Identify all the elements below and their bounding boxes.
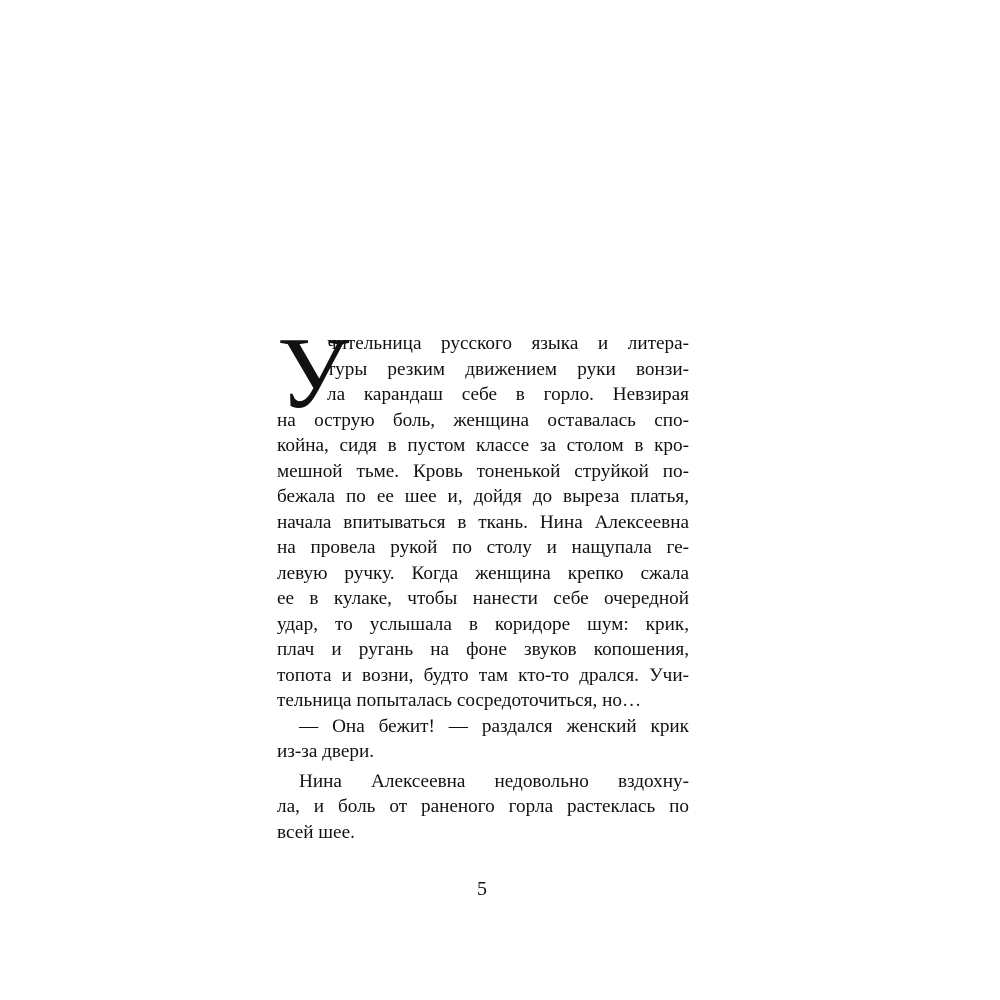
page-number: 5 bbox=[477, 878, 487, 900]
text-line: ла, и боль от раненого горла растеклась по bbox=[277, 796, 689, 817]
text-line: туры резким движением руки вонзи- bbox=[327, 358, 689, 380]
text-line: ла карандаш себе в горло. Невзирая bbox=[327, 384, 689, 405]
text-line: удар, то услышала в коридоре шум: крик, bbox=[277, 613, 689, 635]
text-line: левую ручку. Когда женщина крепко сжала bbox=[277, 562, 689, 584]
text-line: топота и возни, будто там кто-то дрался. Учи- bbox=[277, 664, 689, 686]
dialogue-line: — Она бежит! — раздался женский крик bbox=[299, 715, 689, 737]
text-line: мешной тьме. Кровь тоненькой струйкой по- bbox=[277, 460, 689, 482]
text-line: на острую боль, женщина оставалась спо- bbox=[277, 409, 689, 431]
text-line: плач и ругань на фоне звуков копошения, bbox=[277, 639, 689, 660]
text-line: Нина Алексеевна недовольно вздохну- bbox=[299, 770, 689, 792]
text-line: чительница русского языка и литера- bbox=[327, 333, 689, 354]
text-line: всей шее. bbox=[277, 821, 355, 843]
dialogue-line: из-за двери. bbox=[277, 741, 375, 762]
body-text bbox=[277, 317, 689, 845]
text-line: начала впитываться в ткань. Нина Алексеевна bbox=[277, 511, 689, 533]
text-line: койна, сидя в пустом классе за столом в кро- bbox=[277, 435, 689, 456]
text-line: на провела рукой по столу и нащупала ге- bbox=[277, 537, 689, 558]
drop-cap: У bbox=[277, 317, 350, 430]
text-line: бежала по ее шее и, дойдя до выреза платья, bbox=[277, 486, 689, 507]
text-line: ее в кулаке, чтобы нанести себе очередной bbox=[277, 588, 689, 609]
text-line: тельница попыталась сосредоточиться, но… bbox=[277, 690, 642, 711]
